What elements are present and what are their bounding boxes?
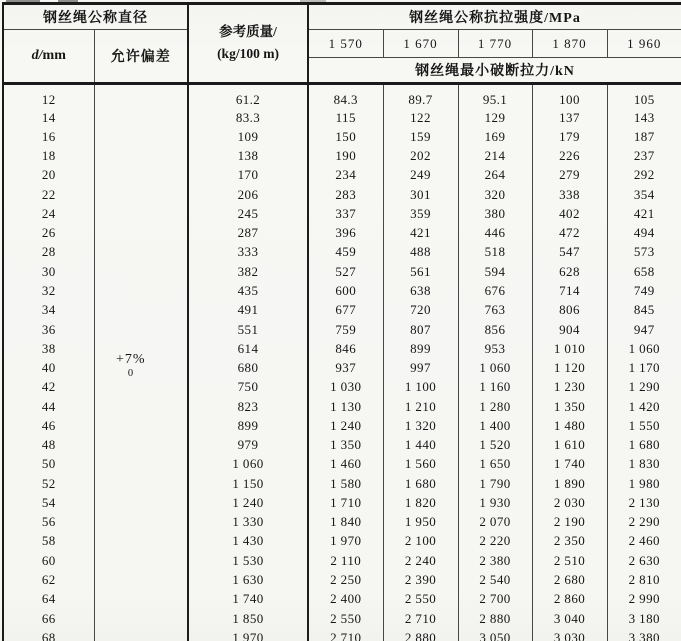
mass-cell: 1 430 (188, 532, 308, 551)
table-body (3, 84, 681, 641)
force-cell: 115 (308, 108, 383, 127)
force-cell: 338 (532, 185, 607, 204)
force-cell: 187 (633, 128, 655, 144)
diameter-cell: 38 (3, 339, 94, 358)
force-cell: 89.7 (383, 84, 458, 109)
diameter-cell: 34 (3, 301, 94, 320)
force-cell: 1 480 (532, 416, 607, 435)
diameter-cell: 68 (3, 628, 94, 641)
force-cell: 561 (383, 262, 458, 281)
force-cell: 1 890 (532, 474, 607, 493)
diameter-cell: 66 (3, 609, 94, 628)
diameter-cell: 32 (3, 281, 94, 300)
force-cell: 1 280 (458, 397, 532, 416)
reference-mass-line1: 参考质量/ (219, 23, 277, 39)
force-cell: 1 210 (383, 397, 458, 416)
force-cell: 283 (308, 185, 383, 204)
diameter-cell: 46 (3, 416, 94, 435)
diameter-cell: 24 (3, 204, 94, 223)
force-cell: 1 320 (383, 416, 458, 435)
mass-cell: 1 330 (188, 513, 308, 532)
force-cell: 2 100 (383, 532, 458, 551)
force-cell: 720 (383, 301, 458, 320)
force-cell: 2 250 (308, 570, 383, 589)
diameter-cell: 40 (3, 358, 94, 377)
diameter-group-header: 钢丝绳公称直径 (3, 4, 188, 30)
diameter-cell: 54 (3, 493, 94, 512)
force-cell: 2 400 (308, 590, 383, 609)
force-cell: 1 230 (532, 378, 607, 397)
force-cell: 763 (458, 301, 532, 320)
tolerance-cell (94, 84, 188, 641)
force-cell: 320 (458, 185, 532, 204)
mass-cell: 1 530 (188, 551, 308, 570)
mass-cell: 979 (188, 436, 308, 455)
mass-cell: 382 (188, 262, 308, 281)
mass-cell: 287 (188, 224, 308, 243)
strength-value-header: 1 770 (458, 30, 532, 58)
force-cell: 594 (458, 262, 532, 281)
diameter-cell: 62 (3, 570, 94, 589)
force-cell: 714 (532, 281, 607, 300)
force-cell: 1 710 (308, 493, 383, 512)
mass-cell: 109 (188, 127, 308, 146)
force-cell: 573 (633, 244, 655, 260)
force-cell: 1 350 (532, 397, 607, 416)
force-cell: 1 520 (458, 436, 532, 455)
force-cell: 2 460 (628, 533, 660, 549)
force-cell: 953 (458, 339, 532, 358)
force-cell: 143 (633, 109, 655, 125)
force-cell: 100 (532, 84, 607, 109)
force-cell: 446 (458, 224, 532, 243)
diameter-cell: 18 (3, 147, 94, 166)
force-cell: 1 930 (458, 493, 532, 512)
reference-mass-header (188, 4, 308, 84)
strength-value-header: 1 570 (308, 30, 383, 58)
mass-cell: 1 060 (188, 455, 308, 474)
scan-artifact (6, 0, 40, 2)
force-cell: 494 (633, 225, 655, 241)
force-cell: 190 (308, 147, 383, 166)
force-cell: 202 (383, 147, 458, 166)
force-cell: 3 180 (628, 610, 660, 626)
force-cell: 2 990 (628, 591, 660, 607)
diameter-cell: 30 (3, 262, 94, 281)
force-cell: 150 (308, 127, 383, 146)
mass-cell: 1 850 (188, 609, 308, 628)
diameter-cell: 44 (3, 397, 94, 416)
force-cell: 1 650 (458, 455, 532, 474)
strength-value-header: 1 670 (383, 30, 458, 58)
force-cell: 234 (308, 166, 383, 185)
force-cell: 122 (383, 108, 458, 127)
mass-cell: 245 (188, 204, 308, 223)
force-cell: 2 240 (383, 551, 458, 570)
tolerance-column-header: 允许偏差 (94, 30, 188, 84)
diameter-cell: 20 (3, 166, 94, 185)
force-cell: 2 710 (308, 628, 383, 641)
force-cell: 2 190 (532, 513, 607, 532)
diameter-cell: 42 (3, 378, 94, 397)
force-cell: 396 (308, 224, 383, 243)
force-cell: 1 240 (308, 416, 383, 435)
mass-cell: 1 240 (188, 493, 308, 512)
mass-cell: 899 (188, 416, 308, 435)
force-cell: 2 680 (532, 570, 607, 589)
force-cell: 658 (633, 263, 655, 279)
force-cell: 264 (458, 166, 532, 185)
force-cell: 638 (383, 281, 458, 300)
mass-cell: 614 (188, 339, 308, 358)
force-cell: 527 (308, 262, 383, 281)
mass-cell: 1 150 (188, 474, 308, 493)
force-cell: 947 (633, 321, 655, 337)
force-cell: 2 350 (532, 532, 607, 551)
breaking-force-group-header: 钢丝绳最小破断拉力/kN (308, 58, 681, 84)
mass-cell: 206 (188, 185, 308, 204)
mass-cell: 1 970 (188, 628, 308, 641)
strength-value-header: 1 960 (607, 30, 681, 58)
mass-cell: 551 (188, 320, 308, 339)
force-cell: 2 390 (383, 570, 458, 589)
scan-artifact (300, 0, 326, 2)
force-cell: 1 830 (628, 456, 660, 472)
force-cell: 807 (383, 320, 458, 339)
force-cell: 2 860 (532, 590, 607, 609)
force-cell: 806 (532, 301, 607, 320)
force-cell: 1 160 (458, 378, 532, 397)
force-cell: 1 610 (532, 436, 607, 455)
diameter-cell: 36 (3, 320, 94, 339)
force-cell: 2 550 (383, 590, 458, 609)
force-cell: 95.1 (458, 84, 532, 109)
force-cell: 169 (458, 127, 532, 146)
scan-artifact (58, 0, 78, 2)
force-cell: 3 040 (532, 609, 607, 628)
diameter-cell: 12 (3, 84, 94, 109)
diameter-cell: 16 (3, 127, 94, 146)
force-cell: 2 630 (628, 552, 660, 568)
mass-cell: 83.3 (188, 108, 308, 127)
force-cell: 2 130 (628, 494, 660, 510)
force-cell: 759 (308, 320, 383, 339)
force-cell: 899 (383, 339, 458, 358)
diameter-cell: 48 (3, 436, 94, 455)
force-cell: 749 (633, 283, 655, 299)
force-cell: 2 540 (458, 570, 532, 589)
force-cell: 105 (633, 92, 655, 107)
force-cell: 1 980 (628, 475, 660, 491)
table-row (3, 84, 681, 109)
force-cell: 354 (633, 186, 655, 202)
force-cell: 677 (308, 301, 383, 320)
force-cell: 1 130 (308, 397, 383, 416)
force-cell: 2 810 (628, 572, 660, 587)
diameter-cell: 26 (3, 224, 94, 243)
force-cell: 2 510 (532, 551, 607, 570)
force-cell: 1 680 (628, 437, 660, 453)
mass-cell: 170 (188, 166, 308, 185)
force-cell: 2 030 (532, 493, 607, 512)
force-cell: 2 290 (628, 514, 660, 530)
mass-cell: 333 (188, 243, 308, 262)
mass-cell: 680 (188, 358, 308, 377)
force-cell: 159 (383, 127, 458, 146)
force-cell: 1 680 (383, 474, 458, 493)
force-cell: 279 (532, 166, 607, 185)
mass-cell: 435 (188, 281, 308, 300)
mass-cell: 138 (188, 147, 308, 166)
force-cell: 1 580 (308, 474, 383, 493)
force-cell: 518 (458, 243, 532, 262)
force-cell: 2 550 (308, 609, 383, 628)
force-cell: 1 100 (383, 378, 458, 397)
mass-cell: 1 740 (188, 590, 308, 609)
force-cell: 3 050 (458, 628, 532, 641)
reference-mass-line2: (kg/100 m) (217, 45, 279, 61)
force-cell: 937 (308, 358, 383, 377)
force-cell: 1 170 (628, 360, 660, 376)
force-cell: 856 (458, 320, 532, 339)
strength-value-header: 1 870 (532, 30, 607, 58)
force-cell: 292 (633, 167, 655, 183)
force-cell: 1 950 (383, 513, 458, 532)
mass-cell: 61.2 (188, 84, 308, 109)
force-cell: 359 (383, 204, 458, 223)
force-cell: 129 (458, 108, 532, 127)
tolerance-lower-value: 0 (127, 368, 134, 380)
force-cell: 1 120 (532, 358, 607, 377)
tolerance-upper-value: +7% (115, 352, 146, 368)
force-cell: 600 (308, 281, 383, 300)
diameter-cell: 14 (3, 108, 94, 127)
force-cell: 2 880 (458, 609, 532, 628)
force-cell: 301 (383, 185, 458, 204)
force-cell: 488 (383, 243, 458, 262)
force-cell: 380 (458, 204, 532, 223)
diameter-cell: 60 (3, 551, 94, 570)
force-cell: 997 (383, 358, 458, 377)
force-cell: 237 (633, 148, 655, 164)
force-cell: 421 (383, 224, 458, 243)
force-cell: 845 (633, 302, 655, 318)
force-cell: 547 (532, 243, 607, 262)
force-cell: 2 070 (458, 513, 532, 532)
force-cell: 1 420 (628, 398, 660, 414)
force-cell: 249 (383, 166, 458, 185)
force-cell: 1 400 (458, 416, 532, 435)
diameter-column-header: d/mm (3, 30, 94, 84)
force-cell: 402 (532, 204, 607, 223)
force-cell: 1 460 (308, 455, 383, 474)
force-cell: 2 710 (383, 609, 458, 628)
force-cell: 2 380 (458, 551, 532, 570)
force-cell: 846 (308, 339, 383, 358)
force-cell: 472 (532, 224, 607, 243)
force-cell: 1 440 (383, 436, 458, 455)
force-cell: 1 550 (628, 417, 660, 433)
mass-cell: 823 (188, 397, 308, 416)
force-cell: 1 970 (308, 532, 383, 551)
diameter-cell: 64 (3, 590, 94, 609)
diameter-cell: 22 (3, 185, 94, 204)
force-cell: 459 (308, 243, 383, 262)
force-cell: 1 740 (532, 455, 607, 474)
force-cell: 1 790 (458, 474, 532, 493)
force-cell: 676 (458, 281, 532, 300)
force-cell: 137 (532, 108, 607, 127)
force-cell: 3 380 (628, 629, 660, 641)
mass-cell: 1 630 (188, 570, 308, 589)
wire-rope-spec-table (2, 2, 681, 641)
tensile-strength-group-header: 钢丝绳公称抗拉强度/MPa (308, 4, 681, 30)
force-cell: 214 (458, 147, 532, 166)
diameter-cell: 56 (3, 513, 94, 532)
force-cell: 2 700 (458, 590, 532, 609)
force-cell: 1 840 (308, 513, 383, 532)
force-cell: 179 (532, 127, 607, 146)
force-cell: 628 (532, 262, 607, 281)
diameter-cell: 58 (3, 532, 94, 551)
force-cell: 1 060 (628, 340, 660, 356)
mass-cell: 491 (188, 301, 308, 320)
diameter-cell: 52 (3, 474, 94, 493)
force-cell: 1 290 (628, 379, 660, 395)
force-cell: 1 010 (532, 339, 607, 358)
force-cell: 2 880 (383, 628, 458, 641)
force-cell: 2 220 (458, 532, 532, 551)
force-cell: 1 030 (308, 378, 383, 397)
force-cell: 1 060 (458, 358, 532, 377)
force-cell: 84.3 (308, 84, 383, 109)
force-cell: 2 110 (308, 551, 383, 570)
diameter-cell: 28 (3, 243, 94, 262)
force-cell: 337 (308, 204, 383, 223)
force-cell: 226 (532, 147, 607, 166)
force-cell: 904 (532, 320, 607, 339)
force-cell: 3 030 (532, 628, 607, 641)
diameter-cell: 50 (3, 455, 94, 474)
force-cell: 1 820 (383, 493, 458, 512)
force-cell: 1 350 (308, 436, 383, 455)
mass-cell: 750 (188, 378, 308, 397)
force-cell: 421 (633, 205, 655, 221)
force-cell: 1 560 (383, 455, 458, 474)
